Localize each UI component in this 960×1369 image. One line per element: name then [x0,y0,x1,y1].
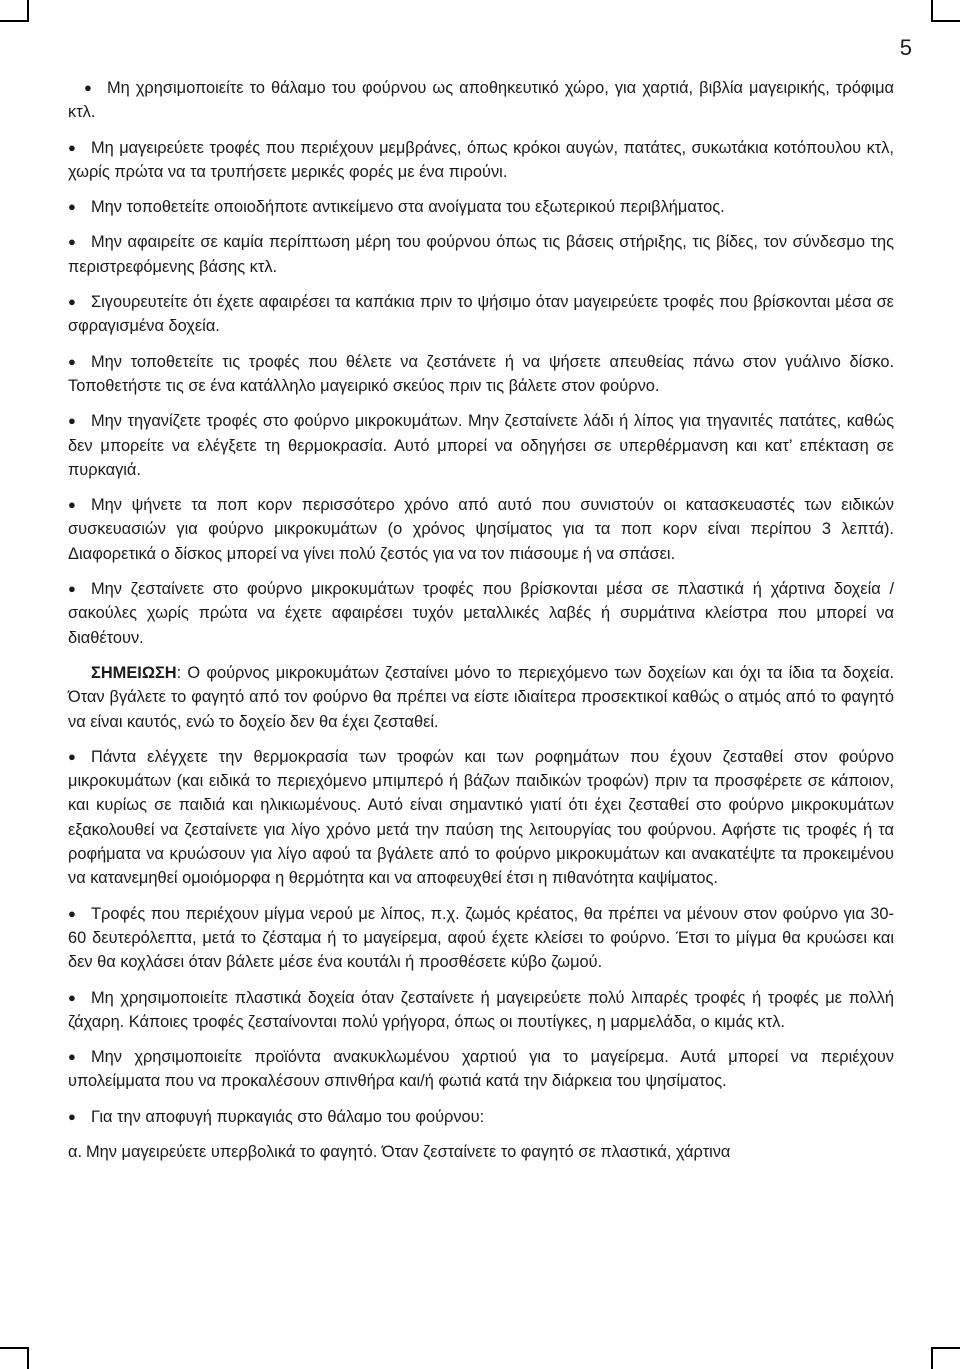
bullet-icon: ● [68,905,76,921]
bullet-paragraph [68,230,894,279]
bullet-paragraph [68,745,894,891]
paragraph-text: Μην τηγανίζετε τροφές στο φούρνο μικροκυμάτων. Μην ζεσταίνετε λάδι ή λίπος για τηγανιτές πατάτες, καθώς δεν μπορείτε να ελέγξετε τη θερμοκρασία. Αυτό μπορεί να οδηγήσει σε υπερθέρμανση και κατ’ επέκταση σε πυρκαγιά. [68,412,894,479]
paragraph-text: Μη χρησιμοποιείτε το θάλαμο του φούρνου ως αποθηκευτικό χώρο, για χαρτιά, βιβλία μαγειρικής, τρόφιμα κτλ. [68,79,894,122]
paragraph-text: Μην χρησιμοποιείτε προϊόντα ανακυκλωμένου χαρτιού για το μαγείρεμα. Αυτά μπορεί να περιέχουν υπολείμματα που να προκαλέσουν σπινθήρα και/ή φωτιά κατά την διάρκεια του ψησίματος. [68,1048,894,1091]
bullet-icon: ● [68,353,76,369]
crop-mark-bottom-left-horizontal [0,1347,29,1349]
bullet-paragraph [68,76,894,125]
bullet-paragraph [68,136,894,185]
note-label: ΣΗΜΕΙΩΣΗ [91,663,177,682]
crop-mark-bottom-right-vertical [931,1347,933,1369]
paragraph-text: Μην τοποθετείτε οποιοδήποτε αντικείμενο στα ανοίγματα του εξωτερικού περιβλήματος. [91,198,725,217]
bullet-icon: ● [68,497,76,513]
paragraph-text: Τροφές που περιέχουν μίγμα νερού με λίπος, π.χ. ζωμός κρέατος, θα πρέπει να μένουν στον φούρνο για 30-60 δευτερόλεπτα, μετά το ζέσταμα ή το μαγείρεμα, αφού έχετε κλείσει το φούρνο. Έτσι το μίγμα θα κρυώσει και δεν θα κοχλάσει όταν βάλετε μέσε ένα κουτάλι ή προσθέσετε κύβο ζωμού. [68,904,894,972]
bullet-icon: ● [68,139,76,155]
bullet-icon: ● [68,234,76,250]
bullet-paragraph [68,290,894,339]
note-paragraph [68,661,894,734]
bullet-icon: ● [68,1108,76,1124]
paragraph-text: Μη μαγειρεύετε τροφές που περιέχουν μεμβράνες, όπως κρόκοι αυγών, πατάτες, συκωτάκια κοτόπουλου κτλ, χωρίς πρώτα να τα τρυπήσετε μερικές φορές με ένα πιρούνι. [68,138,894,181]
paragraph-text: Μην μαγειρεύετε υπερβολικά το φαγητό. Όταν ζεσταίνετε το φαγητό σε πλαστικά, χάρτινα [86,1142,731,1161]
alpha-list-item [68,1140,894,1164]
bullet-paragraph [68,577,894,650]
crop-mark-top-right-horizontal [931,20,960,22]
paragraph-text: : Ο φούρνος μικροκυμάτων ζεσταίνει μόνο το περιεχόμενο των δοχείων και όχι τα ίδια τα δοχεία. Όταν βγάλετε το φαγητό από τον φούρνο θα πρέπει να είστε ιδιαίτερα προσεκτικοί καθώς ο ατμός από το φαγητό να είναι καυτός, ενώ το δοχείο δεν θα έχει ζεσταθεί. [68,663,894,731]
crop-mark-bottom-right-horizontal [931,1347,960,1349]
bullet-icon: ● [68,1049,76,1065]
paragraph-text: Μην ζεσταίνετε στο φούρνο μικροκυμάτων τροφές που βρίσκονται μέσα σε πλαστικά ή χάρτινα δοχεία / σακούλες χωρίς πρώτα να έχετε αφαιρέσει τυχόν μεταλλικές λαβές ή συρμάτινα κλείστρα που μπορεί να διαθέτουν. [68,580,894,647]
page-body [68,76,894,1175]
bullet-icon: ● [68,413,76,429]
paragraph-text: Για την αποφυγή πυρκαγιάς στο θάλαμο του φούρνου: [91,1107,485,1126]
bullet-paragraph [68,1105,894,1129]
bullet-paragraph [68,1045,894,1094]
bullet-icon: ● [84,80,92,95]
crop-mark-top-left-horizontal [0,20,29,22]
page-number: 5 [899,35,912,60]
bullet-paragraph [68,409,894,482]
paragraph-text: Μην τοποθετείτε τις τροφές που θέλετε να ζεστάνετε ή να ψήσετε απευθείας πάνω στον γυάλινο δίσκο. Τοποθετήστε τις σε ένα κατάλληλο μαγειρικό σκεύος πριν τις βάλετε στον φούρνο. [68,352,894,395]
bullet-icon: ● [68,748,76,764]
bullet-paragraph [68,986,894,1035]
paragraph-text: Μην ψήνετε τα ποπ κορν περισσότερο χρόνο από αυτό που συνιστούν οι κατασκευαστές των ειδικών συσκευασιών για φούρνο μικροκυμάτων (ο χρόνος ψησίματος για τα ποπ κορν είναι περίπου 3 λεπτά). Διαφορετικά ο δίσκος μπορεί να γίνει πολύ ζεστός για να τον πιάσουμε ή να σπάσει. [68,496,894,563]
bullet-paragraph [68,195,894,219]
paragraph-text: Μην αφαιρείτε σε καμία περίπτωση μέρη του φούρνου όπως τις βάσεις στήριξης, τις βίδες, τον σύνδεσμο της περιστρεφόμενης βάσης κτλ. [68,233,894,276]
crop-mark-bottom-left-vertical [27,1347,29,1369]
bullet-icon: ● [68,294,76,310]
bullet-paragraph [68,493,894,566]
crop-mark-top-right-vertical [931,0,933,22]
list-marker: α. [68,1142,83,1161]
paragraph-text: Σιγουρευτείτε ότι έχετε αφαιρέσει τα καπάκια πριν το ψήσιμο όταν μαγειρεύετε τροφές που βρίσκονται μέσα σε σφραγισμένα δοχεία. [68,293,894,336]
bullet-icon: ● [68,581,76,597]
crop-mark-top-left-vertical [27,0,29,20]
paragraph-text: Πάντα ελέγχετε την θερμοκρασία των τροφών και των ροφημάτων που έχουν ζεσταθεί στον φούρνο μικροκυμάτων (και ειδικά το περιεχόμενο μπιμπερό ή βάζων παιδικών τροφών) πριν τα προσφέρετε σε κάποιον, και κυρίως σε παιδιά και ηλικιωμένους. Αυτό είναι σημαντικό γιατί ότι έχει ζεσταθεί στο φούρνο μικροκυμάτων εξακολουθεί να ζεσταίνετε για λίγο χρόνο μετά την παύση της λειτουργίας του φούρνου. Αφήστε τις τροφές ή τα ροφήματα να κρυώσουν για λίγο αφού τα βγάλετε από το φούρνο μικροκυμάτων και ανακατέψτε τα προκειμένου να κατανεμηθεί ομοιόμορφα η θερμότητα και να αποφευχθεί έτσι η πιθανότητα καψίματος. [68,747,894,888]
bullet-paragraph [68,902,894,975]
bullet-paragraph [68,350,894,399]
bullet-icon: ● [68,199,76,215]
paragraph-text: Μη χρησιμοποιείτε πλαστικά δοχεία όταν ζεσταίνετε ή μαγειρεύετε πολύ λιπαρές τροφές ή τροφές με πολλή ζάχαρη. Κάποιες τροφές ζεσταίνονται πολύ γρήγορα, όπως οι πουτίγκες, η μαρμελάδα, ο κιμάς κτλ. [68,988,894,1031]
bullet-icon: ● [68,989,76,1005]
